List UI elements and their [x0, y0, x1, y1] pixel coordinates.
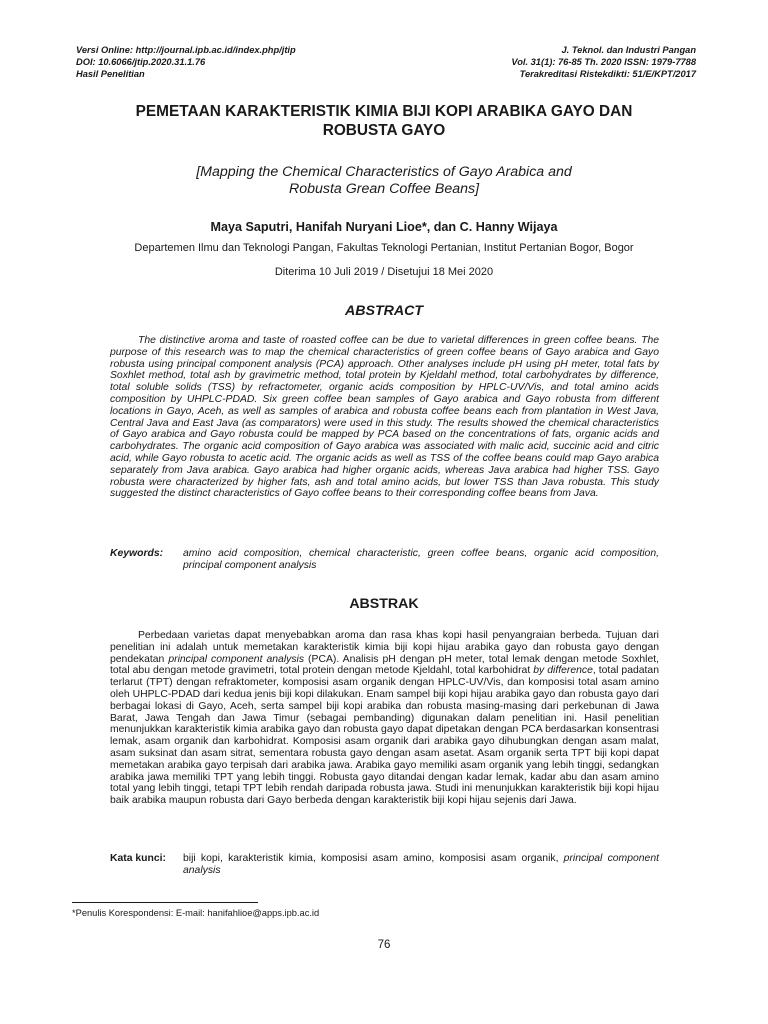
online-version-link[interactable]: Versi Online: http://journal.ipb.ac.id/index.php/jtip [76, 45, 296, 55]
article-type: Hasil Penelitian [76, 69, 145, 79]
subtitle-line-1: [Mapping the Chemical Characteristics of Gayo Arabica and [196, 164, 572, 180]
volume-issn: Vol. 31(1): 76-85 Th. 2020 ISSN: 1979-7788 [511, 57, 696, 67]
abstrak-body [110, 630, 659, 807]
abstrak-paragraph [110, 630, 659, 807]
title-line-1: PEMETAAN KARAKTERISTIK KIMIA BIJI KOPI ARABIKA GAYO DAN [135, 103, 633, 120]
received-accepted-dates: Diterima 10 Juli 2019 / Disetujui 18 Mei 2020 [274, 266, 494, 278]
doi: DOI: 10.6066/jtip.2020.31.1.76 [76, 57, 206, 67]
abstrak-italic-2: by difference [533, 665, 593, 677]
keywords-value: amino acid composition, chemical characteristic, green coffee beans, organic acid composition, principal component analysis [183, 548, 659, 571]
abstrak-text-1: Perbedaan varietas dapat menyebabkan aroma dan rasa khas kopi hasil penyangraian berbeda. Tujuan dari penelitian ini adalah untuk memetakan karakteristik kimia biji kopi hijau arabika gayo dan robusta gayo dengan pendekatan [110, 630, 659, 665]
footnote-divider [72, 902, 258, 903]
keywords [110, 548, 659, 572]
header-row-3 [76, 68, 696, 80]
abstract-heading: ABSTRACT [344, 303, 424, 319]
kata-kunci [110, 853, 659, 877]
kata-kunci-plain: biji kopi, karakteristik kimia, komposisi asam amino, komposisi asam organik, [183, 853, 564, 864]
authors: Maya Saputri, Hanifah Nuryani Lioe*, dan C. Hanny Wijaya [210, 220, 558, 234]
abstrak-text-2: (PCA). Analisis pH dengan pH meter, total lemak dengan metode Soxhlet, total abu dengan metode gravimetri, total protein dengan metode Kjeldahl, total karbohidrat [110, 653, 660, 677]
keywords-label: Keywords: [110, 548, 164, 559]
page-number: 76 [377, 939, 391, 951]
kata-kunci-value [183, 853, 659, 877]
abstract-body [110, 335, 659, 500]
journal-header [76, 44, 696, 80]
kata-kunci-italic: principal component analysis [183, 853, 659, 876]
title-line-2: ROBUSTA GAYO [322, 122, 446, 139]
kata-kunci-label: Kata kunci: [110, 853, 167, 864]
abstrak-italic-1: principal component analysis [168, 653, 305, 665]
header-row-1 [76, 44, 696, 56]
corresponding-author-footnote: *Penulis Korespondensi: E-mail: hanifahlioe@apps.ipb.ac.id [72, 908, 320, 918]
abstract-paragraph: The distinctive aroma and taste of roasted coffee can be due to varietal differences in green coffee beans. The purpose of this research was to map the chemical characteristics of green coffee beans of Gayo arabica and Gayo robusta using principal component analysis (PCA) approach. Other analyses include pH using pH meter, total fats by Soxhlet method, total ash by gravimetric method, total protein by Kjeldahl method, total carbohydrates by difference, total soluble solids (TSS) by refractometer, organic acids composition by HPLC-UV/Vis, and total amino acids composition by UHPLC-PDAD. Six green coffee bean samples of Gayo arabica and Gayo robusta from different locations in Gayo, Aceh, as well as samples of arabica and robusta coffee beans each from plantation in West Java, Central Java and East Java (as comparators) were used in this study. The results showed the chemical characteristics of Gayo arabica and Gayo robusta could be mapped by PCA based on the concentrations of fats, organic acids and carbohydrates. The organic acid composition of Gayo arabica was associated with malic acid, succinic acid and citric acid, while Gayo robusta to acetic acid. The organic acids as well as TSS of the coffee beans could map Gayo arabica separately from Java arabica. Gayo arabica had higher organic acids, whereas Java arabica had higher TSS. Gayo robusta were characterized by higher fats, ash and total amino acids, but lower TSS than Java robusta. This study suggested the distinct characteristics of Gayo coffee beans to their corresponding coffee beans from Java. [110, 335, 659, 500]
affiliation: Departemen Ilmu dan Teknologi Pangan, Fakultas Teknologi Pertanian, Institut Pertanian Bogor, Bogor [134, 242, 634, 254]
abstrak-heading: ABSTRAK [349, 596, 419, 612]
abstrak-text-3: , total padatan terlarut (TPT) dengan refraktometer, komposisi asam organik dengan HPLC-UV/Vis, dan komposisi total asam amino oleh UHPLC-PDAD dari kedua jenis biji kopi dilakukan. Enam sampel biji kopi hijau arabika gayo dan robusta gayo dari berbagai lokasi di Gayo, Aceh, serta sampel biji kopi arabika dan robusta masing-masing dari perkebunan di Jawa Barat, Jawa Tengah dan Jawa Timur (sebagai pembanding) digunakan dalam penelitian ini. Hasil penelitian menunjukkan karakteristik kimia arabika gayo dan robusta gayo dapat dipetakan dengan PCA berdasarkan konsentrasi lemak, asam organik dan karbohidrat. Komposisi asam organik dari arabika gayo dihubungkan dengan asam malat, asam suksinat dan asam sitrat, sementara robusta gayo dengan asam asetat. Asam organik serta TPT biji kopi dapat memetakan arabika gayo terpisah dari arabika jawa. Arabika gayo memiliki asam organik yang lebih tinggi, sedangkan arabika jawa memiliki TPT yang lebih tinggi. Robusta gayo ditandai dengan kadar lemak, kadar abu dan asam amino total yang lebih tinggi, tetapi TPT lebih rendah daripada robusta jawa. Studi ini menunjukkan karakteristik biji kopi hijau baik arabika maupun robusta dari Gayo berbeda dengan karakteristik biji kopi hijau sejenis dari Jawa. [110, 665, 659, 807]
paper-title [80, 102, 688, 140]
paper-subtitle [110, 164, 658, 198]
accreditation: Terakreditasi Ristekdikti: 51/E/KPT/2017 [519, 69, 696, 79]
journal-name: J. Teknol. dan Industri Pangan [561, 45, 696, 55]
subtitle-line-2: Robusta Grean Coffee Beans] [288, 181, 480, 197]
header-row-2 [76, 56, 696, 68]
